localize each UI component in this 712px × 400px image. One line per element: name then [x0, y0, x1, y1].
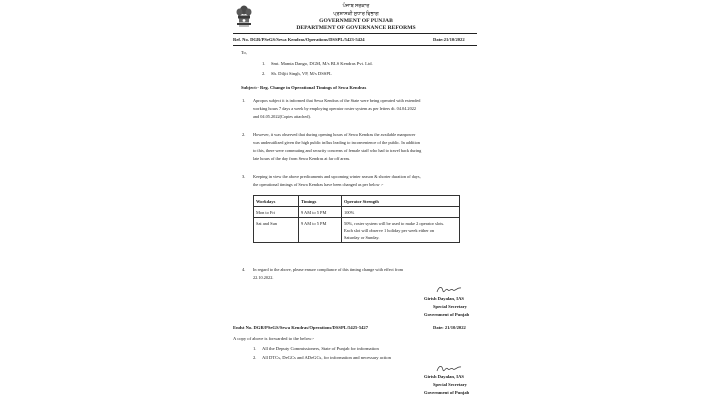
paragraph-line: Keeping in view the above predicaments and upcoming winter season & shorter duration of days, [253, 174, 421, 179]
signature-scribble-icon [436, 364, 462, 374]
ref-rule [233, 45, 477, 46]
recipient-number: 2. [262, 71, 266, 76]
paragraph-line: late hours of the day from Sewa Kendras at far off areas. [253, 156, 351, 161]
paragraph-line: and 04.05.2022(Copies attached). [253, 114, 311, 119]
paragraph-number: 4. [242, 267, 246, 272]
paragraph-line: to this, there were commuting and security concerns of female staff who had to travel back during [253, 148, 422, 153]
table-header-row [254, 196, 460, 207]
signatory-org: Government of Punjab [424, 390, 470, 395]
endst-item: All DTCs, DeGCs and ADeGCs, for information and necessary action [262, 355, 391, 360]
strength-line: Each slot will observe 1 holiday per week either on [344, 227, 435, 233]
signatory-org: Government of Punjab [424, 312, 470, 317]
paragraph-line: the operational timings of Sewa Kendras have been changed as per below :- [253, 182, 384, 187]
endst-date: Date: 21/10/2022 [433, 325, 466, 330]
header-government: GOVERNMENT OF PUNJAB [319, 18, 393, 24]
recipient-number: 1. [262, 61, 266, 66]
table-cell-workdays: Mon to Fri [254, 207, 299, 218]
recipient-item: Smt. Mamta Dango, DGM, M/s BLS Kendras Pvt. Ltd. [271, 61, 373, 66]
signatory-designation: Special Secretary [433, 382, 467, 387]
table-row [254, 207, 460, 218]
table-cell-strength [342, 218, 460, 243]
strength-line: 100% [344, 209, 355, 215]
strength-line: 50%, roster system will be used to make 2 operator slots. [344, 220, 445, 226]
ref-number: Ref. No. DGR/PSeGS/Sewa Kendras/Operations/DSSPL/5423-5424 [233, 37, 365, 42]
paragraph-number: 1. [242, 98, 246, 103]
subject-line: Subject:- Reg. Change in Operational Timings of Sewa Kendras [241, 85, 367, 90]
signatory-name: Girish Dayalan, IAS [424, 374, 464, 379]
paragraph-line: However, it was observed that during opening hours of Sewa Kendras the available manpower [253, 132, 416, 137]
signatory-name: Girish Dayalan, IAS [424, 296, 464, 301]
paragraph-number: 3. [242, 174, 246, 179]
table-cell-strength [342, 207, 460, 218]
header-department: DEPARTMENT OF GOVERNANCE REFORMS [296, 25, 416, 31]
paragraph-line: working hours 7 days a week by employing operator roster system as per letters dt. 04.04.2022 [253, 106, 417, 111]
timings-table [253, 195, 460, 243]
table-cell-timings: 9 AM to 5 PM [299, 207, 342, 218]
table-cell-timings: 9 AM to 5 PM [299, 218, 342, 243]
paragraph-1 [253, 97, 468, 121]
table-header-cell: Timings [299, 196, 342, 207]
paragraph-4 [253, 266, 468, 282]
strength-line: Saturday or Sunday. [344, 234, 380, 240]
endst-item-number: 2. [253, 355, 257, 360]
header-rule [233, 33, 477, 34]
paragraph-line: In regard to the above, please ensure compliance of this timing change with effect from [253, 267, 404, 272]
table-cell-workdays: Sat and Sun [254, 218, 299, 243]
table-header-cell: Workdays [254, 196, 299, 207]
recipient-item: Sh. Diljit Singh, VP, M/s DSSPL [271, 71, 332, 76]
endst-item-number: 1. [253, 346, 257, 351]
table-row [254, 218, 460, 243]
to-label: To, [241, 50, 247, 55]
endst-item: All the Deputy Commissioners, State of Punjab for information [262, 346, 379, 351]
header-punjabi-govt: ਪੰਜਾਬ ਸਰਕਾਰ [342, 4, 370, 9]
signature-scribble-icon [436, 285, 462, 295]
paragraph-2 [253, 131, 468, 163]
paragraph-number: 2. [242, 132, 246, 137]
paragraph-3 [253, 173, 468, 189]
table-header-cell: Operator Strength [342, 196, 460, 207]
ref-date: Date:21/10/2022 [433, 37, 465, 42]
header-punjabi-dept: ਪ੍ਰਸ਼ਾਸਕੀ ਸੁਧਾਰ ਵਿਭਾਗ [333, 12, 379, 17]
paragraph-line: was underutilized given the high public influx leading to inconvenience of the public. In addition [253, 140, 420, 145]
paragraph-line: Apropos subject it is informed that Sewa Kendras of the State were being operated with extended [253, 98, 421, 103]
paragraph-line: 22.10.2022. [253, 275, 274, 280]
endst-number: Endst No. DGR/PSeGS/Sewa Kendras/Operations/DSSPL/5425-5427 [233, 325, 369, 330]
endst-intro: A copy of above is forwarded to the below:- [233, 336, 315, 341]
signatory-designation: Special Secretary [433, 304, 467, 309]
